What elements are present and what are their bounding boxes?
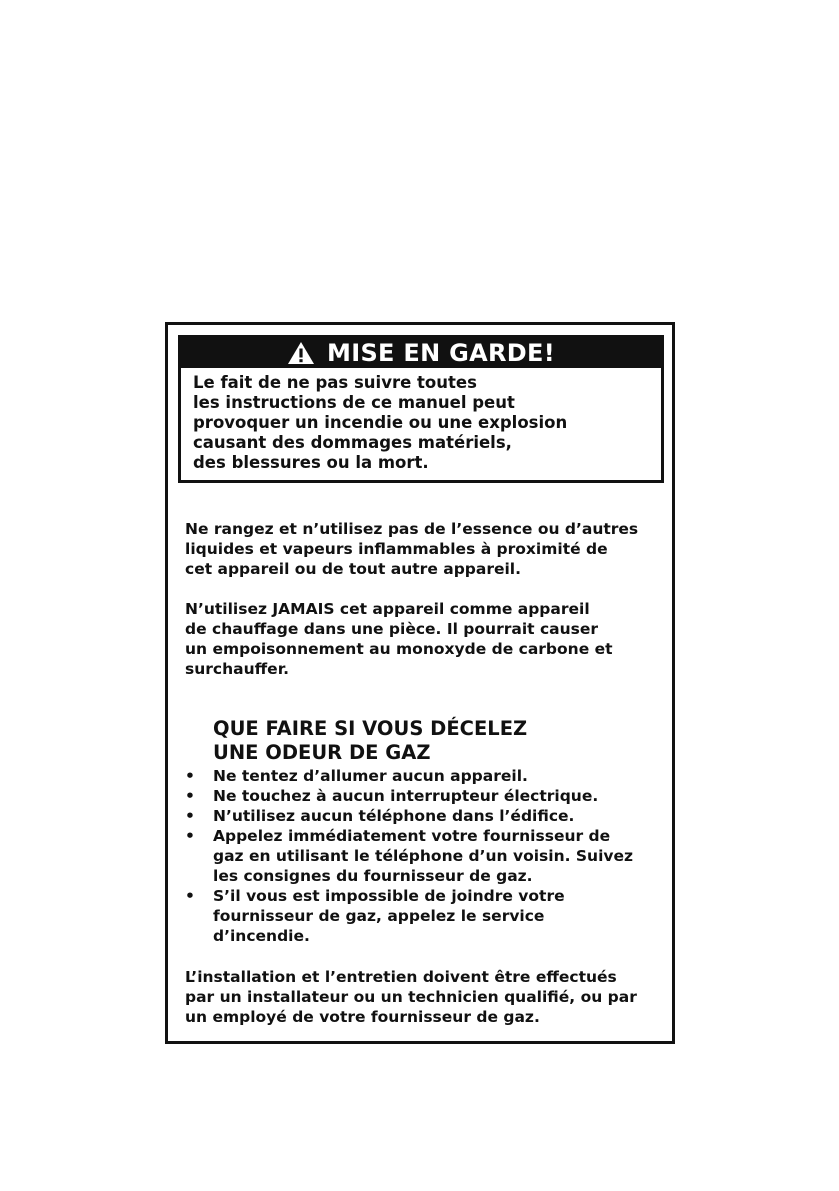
warning-line: causant des dommages matériels, xyxy=(193,433,512,452)
list-item-line: Appelez immédiatement votre fournisseur de xyxy=(213,827,611,845)
safety-notice-frame xyxy=(165,322,675,1044)
list-item xyxy=(185,786,633,806)
warning-title: MISE EN GARDE! xyxy=(327,339,555,367)
list-item xyxy=(185,766,633,786)
paragraph-line: N’utilisez JAMAIS cet appareil comme appareil xyxy=(185,600,590,618)
flammables-paragraph xyxy=(185,519,638,579)
warning-line: Le fait de ne pas suivre toutes xyxy=(193,373,477,392)
warning-line: provoquer un incendie ou une explosion xyxy=(193,413,568,432)
bullet-icon: • xyxy=(185,807,195,825)
installation-paragraph xyxy=(185,967,637,1027)
heading-line: UNE ODEUR DE GAZ xyxy=(213,741,431,764)
list-item-line: Ne tentez d’allumer aucun appareil. xyxy=(213,767,528,785)
heading-line: QUE FAIRE SI VOUS DÉCELEZ xyxy=(213,717,528,740)
bullet-icon: • xyxy=(185,887,195,905)
list-item-line: les consignes du fournisseur de gaz. xyxy=(213,867,533,885)
list-item xyxy=(185,826,633,886)
paragraph-line: L’installation et l’entretien doivent être effectués xyxy=(185,968,617,986)
warning-header xyxy=(181,338,661,368)
warning-line: les instructions de ce manuel peut xyxy=(193,393,515,412)
bullet-icon: • xyxy=(185,767,195,785)
warning-triangle-icon xyxy=(287,341,315,365)
paragraph-line: par un installateur ou un technicien qualifié, ou par xyxy=(185,988,637,1006)
list-item-line: fournisseur de gaz, appelez le service xyxy=(213,907,545,925)
warning-text xyxy=(181,368,661,473)
list-item-line: d’incendie. xyxy=(213,927,310,945)
paragraph-line: liquides et vapeurs inflammables à proximité de xyxy=(185,540,608,558)
paragraph-line: Ne rangez et n’utilisez pas de l’essence ou d’autres xyxy=(185,520,639,538)
bullet-icon: • xyxy=(185,787,195,805)
paragraph-line: surchauffer. xyxy=(185,660,290,678)
heating-paragraph xyxy=(185,599,613,679)
list-item-line: gaz en utilisant le téléphone d’un voisin. Suivez xyxy=(213,847,634,865)
list-item xyxy=(185,806,633,826)
list-item xyxy=(185,886,633,946)
warning-line: des blessures ou la mort. xyxy=(193,453,429,472)
warning-box xyxy=(178,335,664,483)
list-item-line: Ne touchez à aucun interrupteur électrique. xyxy=(213,787,599,805)
paragraph-line: de chauffage dans une pièce. Il pourrait causer xyxy=(185,620,599,638)
list-item-line: S’il vous est impossible de joindre votre xyxy=(213,887,565,905)
paragraph-line: un empoisonnement au monoxyde de carbone et xyxy=(185,640,613,658)
bullet-icon: • xyxy=(185,827,195,845)
paragraph-line: un employé de votre fournisseur de gaz. xyxy=(185,1008,540,1026)
paragraph-line: cet appareil ou de tout autre appareil. xyxy=(185,560,522,578)
gas-odor-instructions xyxy=(185,766,633,946)
gas-odor-heading xyxy=(213,717,527,765)
list-item-line: N’utilisez aucun téléphone dans l’édifice. xyxy=(213,807,575,825)
